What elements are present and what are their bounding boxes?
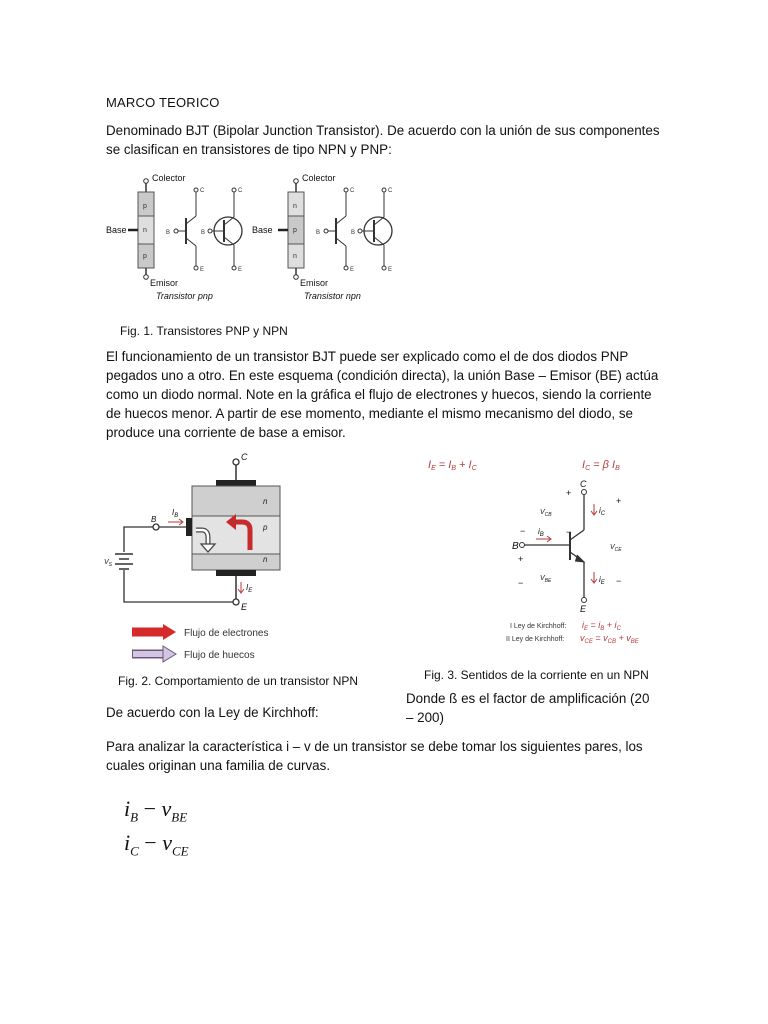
svg-text:−: −: [616, 576, 622, 586]
operation-paragraph: El funcionamiento de un transistor BJT puede ser explicado como el de dos diodos PNP pegados uno a otro. En este esquema (condición directa), la unión Base – Emisor (BE) actúa como un diodo normal. Note en la gráfica el flujo de electrones y huecos, siendo la corriente de huecos menor. A partir de ese momento, mediante el mismo mecanismo del diodo, se produce una corriente de base a emisor.: [106, 349, 659, 440]
svg-text:VCE: $V_{CE}$: [610, 544, 622, 553]
svg-text:C: C: [388, 188, 393, 194]
pnp-emitter-label: Emisor: [150, 278, 179, 288]
svg-text:IB: $I_B$: [172, 508, 179, 519]
svg-text:−: −: [520, 526, 526, 536]
svg-text:+: +: [566, 488, 572, 498]
fig2-caption: Fig. 2. Comportamiento de un transistor NPN: [118, 674, 359, 688]
fig3-law1-label: I Ley de Kirchhoff:: [510, 623, 567, 630]
svg-text:VS: $V_S$: [104, 559, 113, 568]
svg-text:C: C: [200, 188, 205, 194]
svg-text:−: −: [518, 578, 524, 588]
svg-text:C: C: [238, 188, 243, 194]
iv-characteristic-paragraph: Para analizar la característica i – v de un transistor se debe tomar los siguientes pares, los cuales originan una familia de curvas.: [106, 739, 643, 773]
pair-ib-vbe: $i_B - v_{BE}$: [124, 796, 188, 825]
svg-text:C: C: [350, 188, 355, 194]
svg-text:E: E: [241, 602, 248, 612]
npn-structure: [252, 173, 361, 301]
fig2-npn-behavior-diagram: [104, 450, 400, 670]
npn-layer-mid: p: [293, 227, 297, 234]
npn-base-label: Base: [252, 225, 273, 235]
npn-symbol-circle: [351, 188, 393, 273]
fig2-layer-p: p: [263, 523, 268, 532]
svg-text:B: B: [151, 515, 157, 524]
fig3-caption: Fig. 3. Sentidos de la corriente en un NPN: [424, 668, 649, 682]
svg-text:−: −: [566, 527, 572, 537]
npn-collector-label: Colector: [302, 173, 336, 183]
svg-text:iE: $i_E$: [599, 575, 605, 586]
fig3-law2-label: II Ley de Kirchhoff:: [506, 636, 565, 643]
svg-text:E: E: [388, 267, 393, 273]
pnp-symbol-circle: [201, 188, 243, 273]
pnp-layer-mid: n: [143, 227, 147, 234]
pnp-base-label: Base: [106, 225, 127, 235]
pnp-layer-top: p: [143, 203, 147, 210]
svg-text:IE = IB + IC: IE = IB + IC: [428, 459, 477, 472]
svg-text:C: C: [241, 452, 248, 462]
svg-text:Flujo de huecos: Flujo de huecos: [184, 650, 255, 661]
svg-text:E: E: [238, 267, 243, 273]
intro-paragraph: Denominado BJT (Bipolar Junction Transistor). De acuerdo con la unión de sus componentes se clasifican en transistores de tipo NPN y PNP:: [106, 123, 660, 157]
fig2-layer-n-top: n: [263, 497, 268, 506]
svg-text:+: +: [518, 554, 524, 564]
npn-caption-label: Transistor npn: [304, 291, 361, 301]
svg-text:+: +: [616, 496, 622, 506]
svg-text:B: B: [316, 230, 321, 236]
pnp-layer-bot: p: [143, 253, 147, 260]
svg-text:B: B: [201, 230, 206, 236]
fig1-transistor-diagrams: [100, 168, 400, 308]
svg-text:E: E: [580, 604, 587, 614]
kirchhoff-text: De acuerdo con la Ley de Kirchhoff:: [106, 705, 319, 720]
svg-text:B: B: [166, 230, 171, 236]
fig2-layer-n-bot: n: [263, 555, 268, 564]
svg-text:IE: $I_E$: [246, 583, 253, 594]
svg-text:iB: $i_B$: [538, 527, 544, 538]
svg-text:IC = β IB: IC = β IB: [582, 459, 620, 472]
fig1-caption: Fig. 1. Transistores PNP y NPN: [120, 324, 288, 338]
pair-ic-vce: $i_C - v_{CE}$: [124, 830, 189, 859]
npn-emitter-label: Emisor: [300, 278, 329, 288]
svg-text:VCB: $V_{CB}$: [540, 509, 552, 518]
pnp-symbol-open: [166, 188, 205, 273]
npn-layer-top: n: [293, 203, 297, 210]
pnp-caption-label: Transistor pnp: [156, 291, 213, 301]
svg-text:C: C: [580, 479, 587, 489]
svg-text:Flujo de electrones: Flujo de electrones: [184, 628, 269, 639]
svg-text:E: E: [200, 267, 205, 273]
svg-text:E: E: [350, 267, 355, 273]
svg-text:VBE: $V_{BE}$: [540, 575, 552, 584]
svg-text:B: B: [512, 541, 519, 552]
svg-text:iE = iB + iC: $i_E = i_B + i_C$: [582, 620, 621, 632]
legend-holes: [132, 646, 255, 662]
svg-text:vCE = vCB + vBE: $v_{CE} = v_{CB} + v_{BE}$: [580, 633, 639, 645]
beta-note: Donde ß es el factor de amplificación (20 – 200): [406, 691, 650, 725]
fig3-current-directions-diagram: [420, 452, 670, 652]
npn-layer-bot: n: [293, 253, 297, 260]
section-heading: MARCO TEORICO: [106, 95, 220, 110]
npn-symbol-open: [316, 188, 355, 273]
svg-text:B: B: [351, 230, 356, 236]
legend-electrons: [132, 624, 269, 640]
svg-text:iC: $i_C$: [599, 506, 606, 517]
pnp-collector-label: Colector: [152, 173, 186, 183]
